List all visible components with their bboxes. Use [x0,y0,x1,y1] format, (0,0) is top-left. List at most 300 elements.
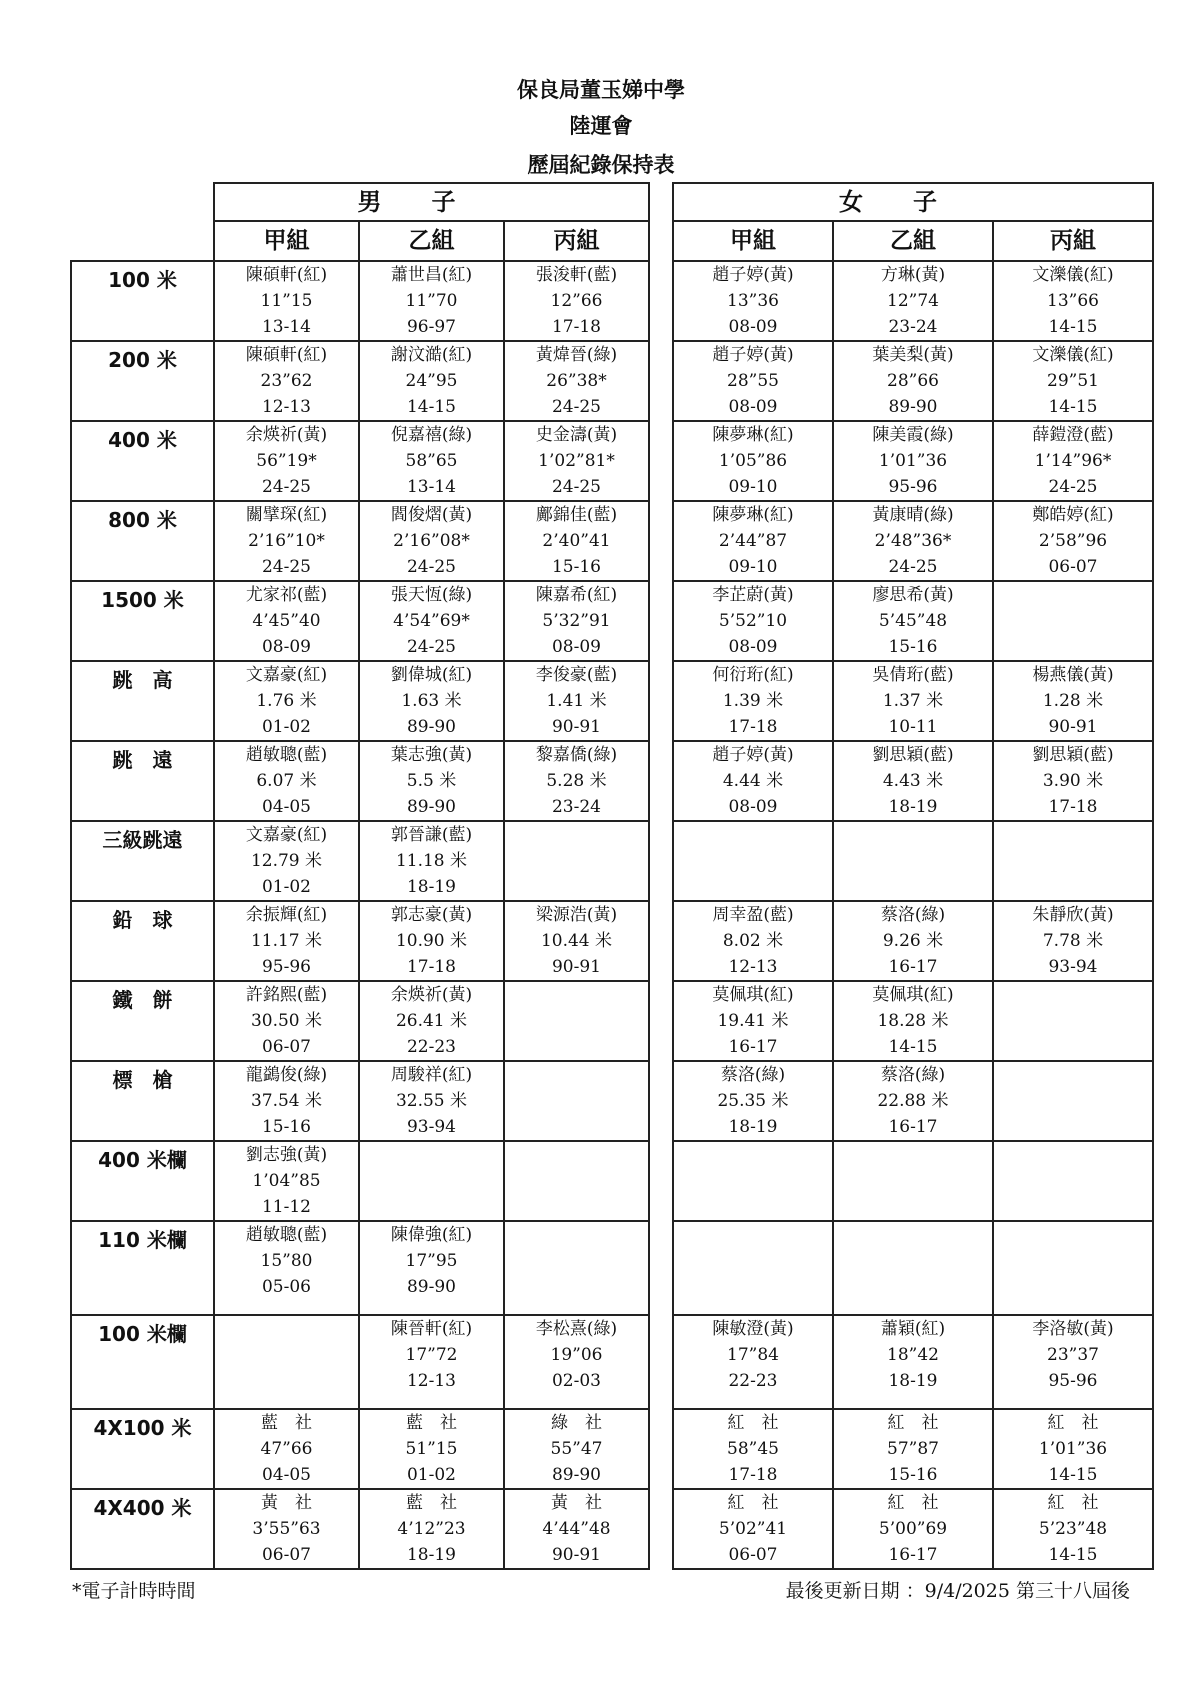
record-result: 1.37 米 [882,691,944,711]
record-holder: 尤家祁(藍) [245,585,328,605]
male-record-cell [359,981,504,1061]
event-name: 100 米欄 [71,1315,214,1409]
record-year: 10-11 [888,717,938,737]
record-result: 4.43 米 [882,771,944,791]
record-result: 5’32”91 [542,611,611,631]
record-holder: 史金濤(黃) [535,425,618,445]
record-result: 1’02”81* [538,451,615,471]
male-record-cell [214,1315,359,1409]
male-record-cell [504,581,649,661]
record-year: 01-02 [261,717,311,737]
record-year: 16-17 [888,957,938,977]
male-record-cell [359,1489,504,1569]
record-year: 13-14 [261,317,311,337]
record-result: 24”95 [405,371,458,391]
record-holder: 紅 社 [727,1413,779,1433]
female-record-cell [673,981,833,1061]
male-record-cell [504,661,649,741]
record-year: 08-09 [728,317,778,337]
male-group-a: 甲組 [214,221,359,261]
record-holder: 閻俊熠(黃) [390,505,473,525]
record-holder: 鄭皓婷(紅) [1032,505,1114,525]
male-record-cell [214,1489,359,1569]
record-holder: 黃 社 [551,1493,602,1513]
record-year: 16-17 [888,1545,938,1565]
record-year: 24-25 [406,557,456,577]
record-year: 89-90 [551,1465,601,1485]
female-record-cell [833,261,993,341]
record-year: 08-09 [728,797,778,817]
female-record-cell [833,1315,993,1409]
record-result: 17”95 [405,1251,458,1271]
male-record-cell [504,1315,649,1409]
record-year: 06-07 [261,1037,311,1057]
record-year: 93-94 [406,1117,456,1137]
record-holder: 劉思穎(藍) [1032,745,1114,765]
record-result: 3.90 米 [1042,771,1104,791]
record-holder: 陳敏澄(黃) [712,1319,794,1339]
male-record-cell [504,901,649,981]
record-holder: 郭志豪(黃) [390,905,473,925]
record-row [71,1315,1153,1409]
record-result: 17”84 [727,1345,779,1365]
record-holder: 陳碩軒(紅) [245,345,328,365]
record-year: 96-97 [406,317,456,337]
record-year: 04-05 [261,797,311,817]
female-record-cell [993,1221,1153,1315]
record-result: 10.90 米 [395,931,468,951]
record-row [71,981,1153,1061]
event-name: 800 米 [71,501,214,581]
record-result: 32.55 米 [395,1091,468,1111]
female-record-cell [993,661,1153,741]
record-result: 9.26 米 [882,931,944,951]
event-name: 200 米 [71,341,214,421]
record-result: 5.5 米 [406,771,457,791]
record-row [71,1141,1153,1221]
record-result: 5’45”48 [878,611,948,631]
record-holder: 趙子婷(黃) [712,345,794,365]
male-record-cell [214,581,359,661]
male-group-b: 乙組 [359,221,504,261]
record-result: 4’44”48 [542,1519,611,1539]
event-name: 400 米欄 [71,1141,214,1221]
record-holder: 劉思穎(藍) [872,745,954,765]
record-result: 1’01”36 [878,451,948,471]
record-result: 7.78 米 [1042,931,1104,951]
record-holder: 趙敏聰(藍) [245,1225,328,1245]
event-name: 鐵 餅 [71,981,214,1061]
female-record-cell [833,901,993,981]
record-holder: 余煐祈(黃) [390,985,473,1005]
record-result: 12”74 [887,291,939,311]
record-holder: 文濼儀(紅) [1032,265,1114,285]
male-record-cell [359,1221,504,1315]
male-record-cell [214,1221,359,1315]
record-year: 95-96 [261,957,311,977]
record-holder: 楊燕儀(黃) [1032,665,1114,685]
event-title: 陸運會 [569,114,633,138]
record-result: 11.18 米 [395,851,468,871]
record-result: 8.02 米 [722,931,784,951]
record-year: 13-14 [406,477,456,497]
record-result: 4’45”40 [252,611,321,631]
record-holder: 蕭世昌(紅) [390,265,473,285]
female-record-cell [993,501,1153,581]
record-year: 24-25 [551,397,601,417]
record-year: 16-17 [888,1117,938,1137]
record-holder: 陳美霞(綠) [872,425,954,445]
record-result: 2’16”10* [248,531,325,551]
record-holder: 蔡洛(綠) [880,905,946,925]
event-name: 100 米 [71,261,214,341]
male-record-cell [214,1061,359,1141]
records-table [70,182,1154,1570]
record-year: 08-09 [728,397,778,417]
record-result: 12”66 [550,291,603,311]
male-record-cell [359,1409,504,1489]
female-record-cell [673,1315,833,1409]
record-holder: 劉志強(黃) [245,1145,328,1165]
record-year: 04-05 [261,1465,311,1485]
record-holder: 許銘熙(藍) [245,985,328,1005]
record-year: 89-90 [406,1277,456,1297]
record-holder: 廖思希(黃) [872,585,954,605]
record-year: 05-06 [261,1277,311,1297]
record-result: 5’52”10 [718,611,788,631]
female-record-cell [673,1221,833,1315]
record-holder: 吳倩珩(藍) [872,665,954,685]
record-row [71,501,1153,581]
record-result: 4’54”69* [393,611,470,631]
record-result: 1’04”85 [252,1171,321,1191]
female-header: 女子 [673,183,1153,221]
male-record-cell [359,741,504,821]
record-result: 17”72 [405,1345,458,1365]
female-record-cell [673,581,833,661]
female-record-cell [993,821,1153,901]
male-record-cell [359,581,504,661]
record-year: 89-90 [406,717,456,737]
female-record-cell [673,1061,833,1141]
record-result: 26.41 米 [395,1011,468,1031]
record-result: 57”87 [887,1439,939,1459]
record-holder: 黃 社 [261,1493,312,1513]
record-result: 13”36 [727,291,779,311]
male-record-cell [504,1409,649,1489]
record-result: 58”65 [405,451,458,471]
record-holder: 陳夢琳(紅) [712,505,794,525]
male-record-cell [359,821,504,901]
record-holder: 倪嘉禧(綠) [390,425,473,445]
female-record-cell [673,1409,833,1489]
record-year: 24-25 [1048,477,1098,497]
record-year: 01-02 [406,1465,456,1485]
female-record-cell [673,661,833,741]
record-year: 18-19 [406,1545,456,1565]
record-result: 15”80 [260,1251,313,1271]
event-name: 4X400 米 [71,1489,214,1569]
record-result: 1’01”36 [1038,1439,1108,1459]
record-result: 29”51 [1047,371,1099,391]
record-year: 17-18 [728,1465,778,1485]
record-row [71,341,1153,421]
record-holder: 劉偉城(紅) [390,665,473,685]
record-result: 1.63 米 [401,691,462,711]
record-year: 14-15 [888,1037,938,1057]
female-record-cell [833,981,993,1061]
male-record-cell [214,901,359,981]
record-result: 11”70 [405,291,458,311]
record-year: 24-25 [406,637,456,657]
female-record-cell [993,261,1153,341]
record-result: 2’58”96 [1038,531,1108,551]
female-record-cell [993,901,1153,981]
record-result: 28”66 [887,371,939,391]
record-result: 12.79 米 [250,851,323,871]
record-holder: 余振輝(紅) [245,905,328,925]
female-record-cell [673,261,833,341]
male-record-cell [504,1141,649,1221]
record-result: 10.44 米 [540,931,613,951]
male-record-cell [214,821,359,901]
record-result: 11.17 米 [250,931,323,951]
record-year: 15-16 [261,1117,311,1137]
female-record-cell [673,741,833,821]
record-result: 26”38* [546,371,607,391]
record-result: 5’00”69 [878,1519,948,1539]
record-result: 18.28 米 [877,1011,949,1031]
table-title: 歷屆紀錄保持表 [527,153,675,177]
male-record-cell [359,1315,504,1409]
female-record-cell [833,1221,993,1315]
last-updated: 最後更新日期 ：9/4/2025 第三十八屆後 [785,1580,1130,1602]
female-record-cell [993,1141,1153,1221]
record-result: 23”62 [260,371,313,391]
female-record-cell [993,981,1153,1061]
female-record-cell [673,1489,833,1569]
record-year: 06-07 [728,1545,778,1565]
record-holder: 藍 社 [261,1413,312,1433]
record-result: 1’05”86 [718,451,788,471]
record-holder: 龍鷁俊(綠) [245,1065,328,1085]
record-holder: 蔡洛(綠) [720,1065,786,1085]
record-year: 14-15 [1048,317,1098,337]
male-record-cell [504,1221,649,1315]
record-holder: 綠 社 [551,1413,602,1433]
record-year: 12-13 [406,1371,456,1391]
male-record-cell [504,261,649,341]
female-record-cell [833,1061,993,1141]
event-name: 三級跳遠 [71,821,214,901]
record-result: 1.76 米 [256,691,317,711]
event-name: 400 米 [71,421,214,501]
female-record-cell [833,741,993,821]
record-year: 06-07 [1048,557,1098,577]
record-year: 06-07 [261,1545,311,1565]
female-record-cell [833,1141,993,1221]
female-group-a: 甲組 [673,221,833,261]
record-result: 6.07 米 [256,771,317,791]
record-holder: 蔡洛(綠) [880,1065,946,1085]
record-holder: 紅 社 [727,1493,779,1513]
male-record-cell [504,501,649,581]
record-result: 22.88 米 [877,1091,949,1111]
record-year: 09-10 [728,477,778,497]
record-holder: 文嘉豪(紅) [245,825,328,845]
record-row [71,581,1153,661]
record-holder: 文嘉豪(紅) [245,665,328,685]
record-year: 95-96 [888,477,938,497]
record-holder: 陳晉軒(紅) [390,1319,473,1339]
record-year: 11-12 [261,1197,311,1217]
record-year: 17-18 [406,957,456,977]
female-record-cell [833,421,993,501]
record-year: 02-03 [551,1371,601,1391]
record-holder: 余煐祈(黃) [245,425,328,445]
male-record-cell [359,661,504,741]
female-record-cell [673,901,833,981]
record-year: 12-13 [728,957,778,977]
record-result: 19”06 [550,1345,603,1365]
event-name: 跳 高 [71,661,214,741]
record-year: 17-18 [551,317,601,337]
record-result: 25.35 米 [717,1091,789,1111]
record-holder: 周駿祥(紅) [390,1065,473,1085]
male-record-cell [359,901,504,981]
female-record-cell [673,821,833,901]
record-holder: 陳偉強(紅) [390,1225,473,1245]
record-holder: 關擘琛(紅) [245,505,328,525]
record-holder: 鄺錦佳(藍) [535,505,618,525]
record-year: 15-16 [888,1465,938,1485]
male-record-cell [359,1141,504,1221]
female-record-cell [993,581,1153,661]
male-record-cell [504,1061,649,1141]
female-record-cell [673,421,833,501]
record-year: 14-15 [1048,1545,1098,1565]
female-record-cell [993,421,1153,501]
male-record-cell [504,421,649,501]
record-holder: 梁源浩(黃) [535,905,618,925]
male-record-cell [504,341,649,421]
record-year: 17-18 [1048,797,1098,817]
record-year: 08-09 [261,637,311,657]
record-result: 18”42 [887,1345,939,1365]
record-year: 24-25 [551,477,601,497]
record-holder: 蕭穎(紅) [880,1319,946,1339]
male-record-cell [504,981,649,1061]
school-title: 保良局董玉娣中學 [517,78,685,102]
record-result: 55”47 [550,1439,603,1459]
record-row [71,901,1153,981]
record-year: 90-91 [551,1545,601,1565]
record-holder: 紅 社 [1047,1413,1099,1433]
record-holder: 紅 社 [887,1413,939,1433]
record-year: 24-25 [261,477,311,497]
male-record-cell [214,1409,359,1489]
record-year: 15-16 [888,637,938,657]
record-year: 08-09 [728,637,778,657]
female-record-cell [833,661,993,741]
record-holder: 藍 社 [406,1493,457,1513]
record-holder: 張浚軒(藍) [535,265,618,285]
female-group-c: 丙組 [993,221,1153,261]
female-group-b: 乙組 [833,221,993,261]
male-record-cell [214,981,359,1061]
event-name: 4X100 米 [71,1409,214,1489]
female-record-cell [993,1315,1153,1409]
record-year: 22-23 [406,1037,456,1057]
record-result: 5.28 米 [546,771,607,791]
female-record-cell [833,1489,993,1569]
record-holder: 莫佩琪(紅) [872,985,954,1005]
record-result: 3’55”63 [252,1519,321,1539]
record-holder: 黎嘉僑(綠) [535,745,618,765]
record-year: 89-90 [888,397,938,417]
male-record-cell [214,1141,359,1221]
record-result: 28”55 [727,371,779,391]
record-row [71,821,1153,901]
record-holder: 紅 社 [1047,1493,1099,1513]
record-holder: 趙子婷(黃) [712,265,794,285]
female-record-cell [993,341,1153,421]
record-year: 90-91 [551,957,601,977]
record-holder: 葉志強(黃) [390,745,473,765]
record-holder: 朱靜欣(黃) [1032,905,1114,925]
record-year: 18-19 [888,797,938,817]
female-record-cell [993,741,1153,821]
record-holder: 陳夢琳(紅) [712,425,794,445]
record-result: 58”45 [727,1439,779,1459]
record-result: 1.41 米 [546,691,607,711]
record-row [71,1221,1153,1315]
record-year: 18-19 [728,1117,778,1137]
record-result: 37.54 米 [250,1091,323,1111]
record-year: 24-25 [888,557,938,577]
male-record-cell [214,341,359,421]
record-result: 4’12”23 [397,1519,466,1539]
record-holder: 莫佩琪(紅) [712,985,794,1005]
record-result: 1’14”96* [1034,451,1112,471]
female-record-cell [833,1409,993,1489]
record-holder: 陳嘉希(紅) [535,585,618,605]
male-record-cell [359,421,504,501]
record-result: 5’23”48 [1038,1519,1108,1539]
record-year: 01-02 [261,877,311,897]
record-holder: 李芷蔚(黃) [712,585,794,605]
record-year: 23-24 [551,797,601,817]
record-year: 23-24 [888,317,938,337]
record-row [71,421,1153,501]
record-result: 56”19* [256,451,317,471]
record-year: 22-23 [728,1371,778,1391]
record-holder: 葉美梨(黃) [872,345,954,365]
record-row [71,1061,1153,1141]
record-row [71,1409,1153,1489]
record-year: 16-17 [728,1037,778,1057]
female-record-cell [833,581,993,661]
event-name: 110 米欄 [71,1221,214,1315]
record-result: 13”66 [1047,291,1099,311]
female-record-cell [993,1489,1153,1569]
record-holder: 方琳(黃) [880,265,946,285]
female-record-cell [993,1061,1153,1141]
record-result: 2’16”08* [393,531,470,551]
record-result: 51”15 [405,1439,458,1459]
female-record-cell [833,821,993,901]
event-name: 鉛 球 [71,901,214,981]
